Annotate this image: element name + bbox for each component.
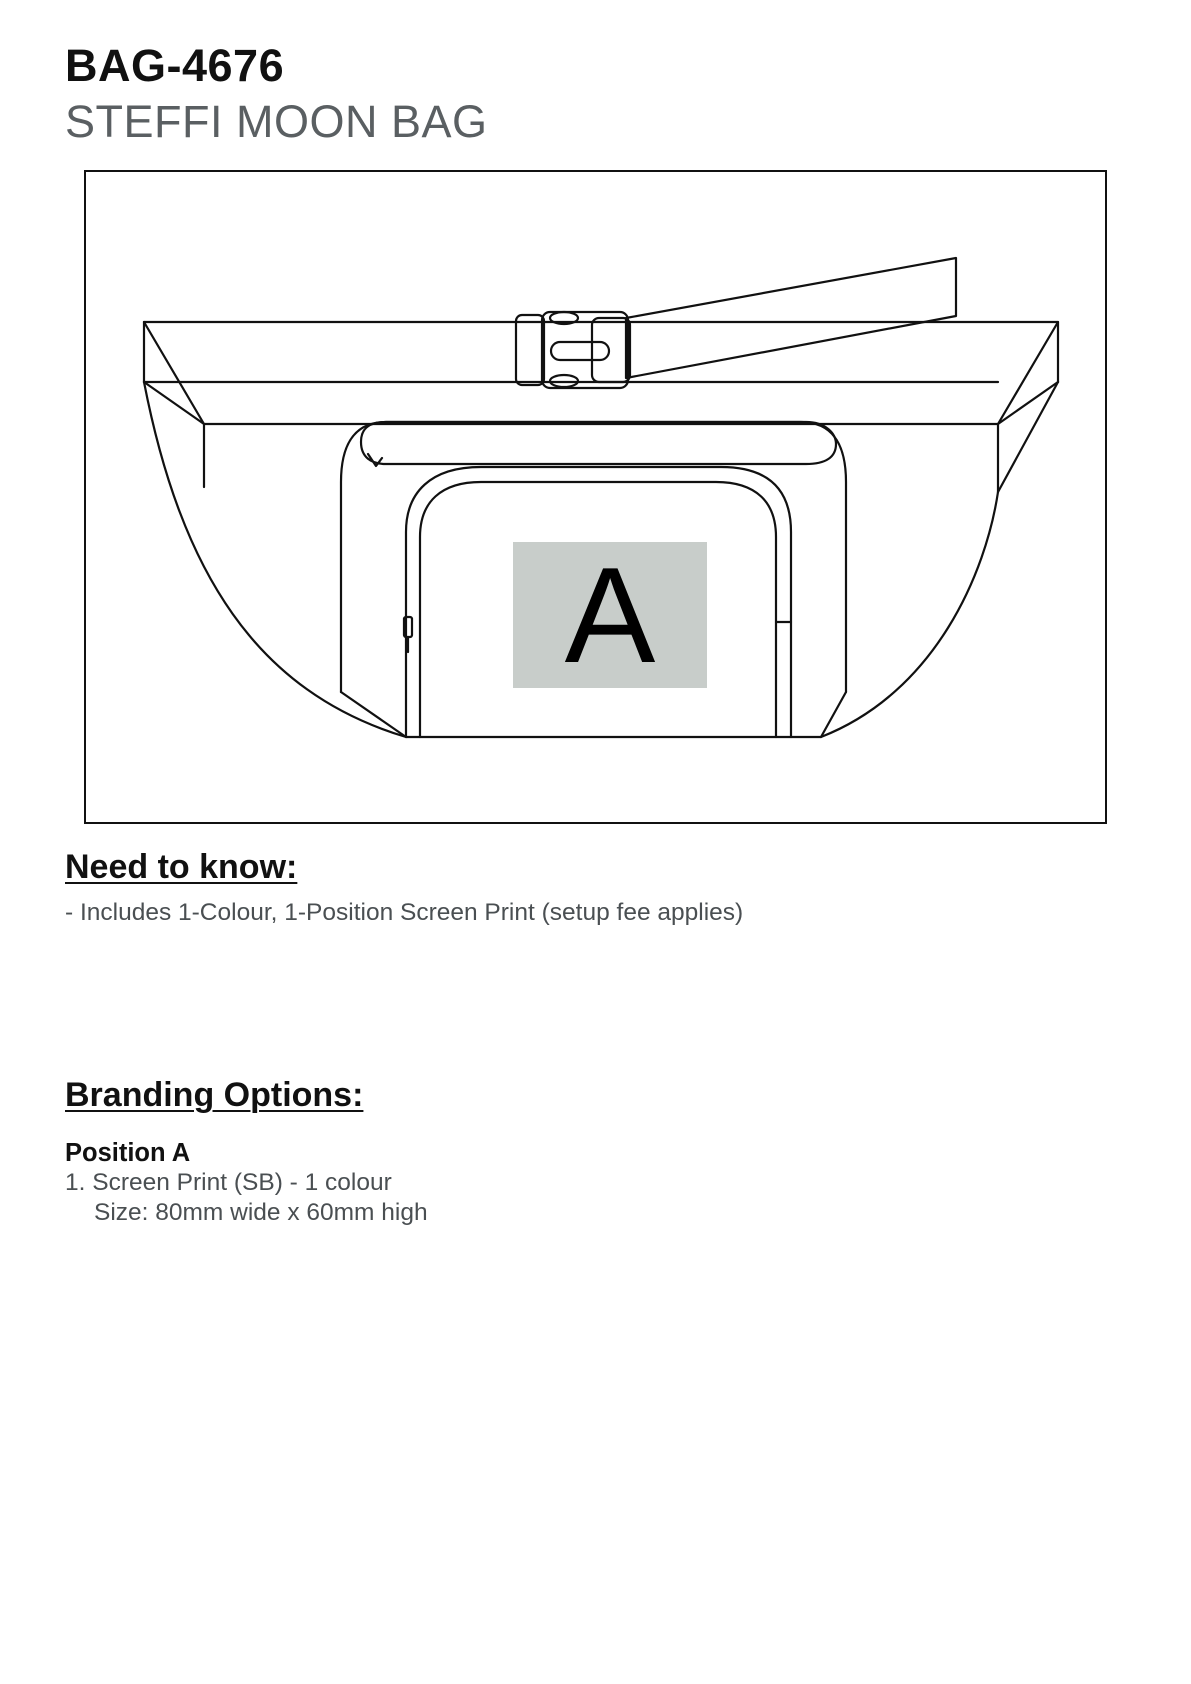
product-image-frame — [84, 170, 1107, 824]
need-to-know-item: - Includes 1-Colour, 1-Position Screen Print (setup fee applies) — [65, 899, 744, 926]
product-name: STEFFI MOON BAG — [65, 96, 488, 147]
branding-size: Size: 80mm wide x 60mm high — [94, 1199, 428, 1226]
position-a-title: Position A — [65, 1139, 191, 1167]
branding-options-heading: Branding Options: — [65, 1076, 364, 1114]
need-to-know-heading: Need to know: — [65, 848, 298, 886]
print-position-a-marker: A — [513, 542, 707, 688]
moon-bag-line-drawing-icon — [86, 172, 1107, 824]
branding-method: 1. Screen Print (SB) - 1 colour — [65, 1169, 392, 1196]
product-code: BAG-4676 — [65, 40, 285, 91]
